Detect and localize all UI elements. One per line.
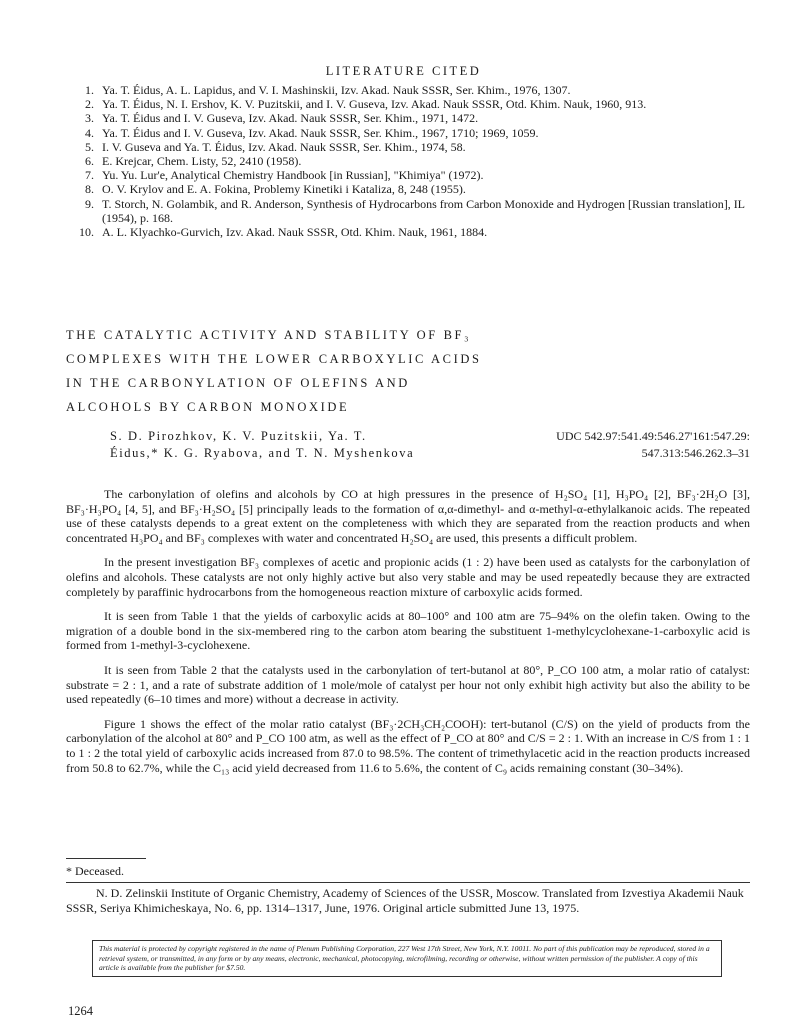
reference-text: A. L. Klyachko-Gurvich, Izv. Akad. Nauk SSSR, Otd. Khim. Nauk, 1961, 1884.: [102, 225, 488, 240]
reference-item: [62, 83, 752, 97]
reference-text: Ya. T. Éidus and I. V. Guseva, Izv. Akad. Nauk SSSR, Ser. Khim., 1967, 1710; 1969, 1059.: [102, 125, 539, 140]
footnote: * Deceased.: [66, 864, 124, 878]
reference-text: Ya. T. Éidus and I. V. Guseva, Izv. Akad. Nauk SSSR, Ser. Khim., 1971, 1472.: [102, 111, 479, 126]
article-title-line: ALCOHOLS BY CARBON MONOXIDE: [66, 400, 350, 414]
institute-note: [66, 886, 750, 916]
author-line: Éidus,* K. G. Ryabova, and T. N. Myshenkova: [110, 446, 415, 460]
article-title-line: IN THE CARBONYLATION OF OLEFINS AND: [66, 376, 410, 390]
body-paragraph: It is seen from Table 1 that the yields of carboxylic acids at 80–100° and 100 atm are 75–94% on the olefin taken. Owing to the migration of a double bond in the six-membered ring to the carbon atom bearing the substituent 1-methylcyclohexane-1-carboxylic acid is formed from 1-methyl-3-cyclohexene.: [66, 609, 750, 653]
reference-item: [62, 182, 752, 196]
reference-text: Yu. Yu. Lur'e, Analytical Chemistry Handbook [in Russian], "Khimiya" (1972).: [102, 168, 484, 183]
footnote-divider: [66, 858, 146, 859]
body-paragraph: Figure 1 shows the effect of the molar ratio catalyst (BF₃·2CH₃CH₂COOH): tert-butanol (C/S) on the yield of products from the carbonylation of the alcohol at 80° and P_CO 100 atm, as well as the effect of P_CO at 80° and C/S = 2 : 1. With an increase in C/S from 1 : 1 to 1 : 2 the total yield of carboxylic acids increased from 87.0 to 98.5%. The content of trimethylacetic acid in the reaction products increased from 50.8 to 62.7%, while the C₁₃ acid yield decreased from 11.6 to 5.6%, the content of C₉ acids remaining constant (30–34%).: [66, 716, 750, 775]
reference-number: 5.: [85, 139, 94, 154]
reference-item: [62, 111, 752, 125]
reference-item: [62, 97, 752, 111]
reference-item: [62, 197, 752, 225]
article-title-line: COMPLEXES WITH THE LOWER CARBOXYLIC ACIDS: [66, 352, 482, 366]
reference-item: [62, 140, 752, 154]
udc-classification: [488, 428, 750, 462]
reference-number: 3.: [85, 111, 94, 126]
reference-text: O. V. Krylov and E. A. Fokina, Problemy Kinetiki i Kataliza, 8, 248 (1955).: [102, 182, 466, 197]
reference-text: Ya. T. Éidus, A. L. Lapidus, and V. I. Mashinskii, Izv. Akad. Nauk SSSR, Ser. Khim., 1976, 1307.: [102, 83, 571, 97]
reference-number: 2.: [85, 97, 94, 112]
institute-text: N. D. Zelinskii Institute of Organic Chemistry, Academy of Sciences of the USSR, Moscow. Translated from Izvestiya Akademii Nauk SSSR, Seriya Khimicheskaya, No. 6, pp. 1314–1317, June, 1976. Original article submitted June 13, 1975.: [66, 886, 744, 915]
reference-number: 4.: [85, 125, 94, 140]
reference-item: [62, 168, 752, 182]
copyright-notice: This material is protected by copyright registered in the name of Plenum Publishing Corporation, 227 West 17th Street, New York, N.Y. 10011. No part of this publication may be reproduced, stored in a retrieval system, or transmitted, in any form or by any means, electronic, mechanical, photocopying, microfilming, recording or otherwise, without written permission of the publisher. A copy of this article is available from the publisher for $7.50.: [92, 940, 722, 977]
reference-text: Ya. T. Éidus, N. I. Ershov, K. V. Puzitskii, and I. V. Guseva, Izv. Akad. Nauk SSSR, Otd. Khim. Nauk, 1960, 913.: [102, 97, 647, 112]
reference-text: I. V. Guseva and Ya. T. Éidus, Izv. Akad. Nauk SSSR, Ser. Khim., 1974, 58.: [102, 139, 466, 154]
reference-number: 6.: [85, 154, 94, 169]
reference-number: 1.: [85, 83, 94, 97]
udc-line: UDC 542.97:541.49:546.27'161:547.29:: [556, 429, 750, 443]
article-title: [66, 323, 766, 419]
reference-item: [62, 225, 752, 239]
reference-text: T. Storch, N. Golambik, and R. Anderson, Synthesis of Hydrocarbons from Carbon Monoxide and Hydrogen [Russian translation], IL (1954), p. 168.: [102, 196, 745, 225]
reference-number: 8.: [85, 182, 94, 197]
reference-item: [62, 126, 752, 140]
reference-text: E. Krejcar, Chem. Listy, 52, 2410 (1958).: [102, 154, 302, 169]
page-number: 1264: [68, 1004, 93, 1018]
reference-number: 10.: [79, 225, 94, 240]
udc-line: 547.313:546.262.3–31: [641, 446, 750, 460]
institute-divider: [66, 882, 750, 883]
body-paragraph: It is seen from Table 2 that the catalysts used in the carbonylation of tert-butanol at 80°, P_CO 100 atm, a molar ratio of catalyst: substrate = 2 : 1, and a rate of substrate addition of 1 mole/mole of catalyst per hour not only exhibit high activity but also the ability to be used repeatedly (6–10 times and more) without a decrease in activity.: [66, 662, 750, 707]
author-line: S. D. Pirozhkov, K. V. Puzitskii, Ya. T.: [110, 429, 367, 443]
body-paragraph: The carbonylation of olefins and alcohols by CO at high pressures in the presence of H₂SO₄ [1], H₃PO₄ [2], BF₃·2H₂O [3], BF₃·H₃PO₄ [4, 5], and BF₃·H₂SO₄ [5] principally leads to the formation of α,α-dimethyl- and α-methyl-α-ethylalkanoic acids. The repeated use of these catalysts depends to a great extent on the completeness with which they are separated from the reaction products and when concentrated H₃PO₄ and BF₃ complexes with water and concentrated H₂SO₄ are used, this presents a difficult problem.: [66, 487, 750, 545]
article-body: [66, 487, 750, 785]
author-list: [110, 428, 470, 462]
reference-number: 7.: [85, 168, 94, 183]
article-title-line: THE CATALYTIC ACTIVITY AND STABILITY OF BF₃: [66, 328, 472, 342]
literature-cited-heading: LITERATURE CITED: [325, 64, 482, 78]
reference-number: 9.: [85, 196, 94, 211]
body-paragraph: In the present investigation BF₃ complexes of acetic and propionic acids (1 : 2) have been used as catalysts for the carbonylation of olefins and alcohols. These catalysts are not only highly active but also very stable and may be used repeatedly because they are extracted completely by paraffinic hydrocarbons from the homogeneous reaction mixture of carboxylic acids formed.: [66, 555, 750, 599]
reference-list: [62, 83, 752, 239]
reference-item: [62, 154, 752, 168]
